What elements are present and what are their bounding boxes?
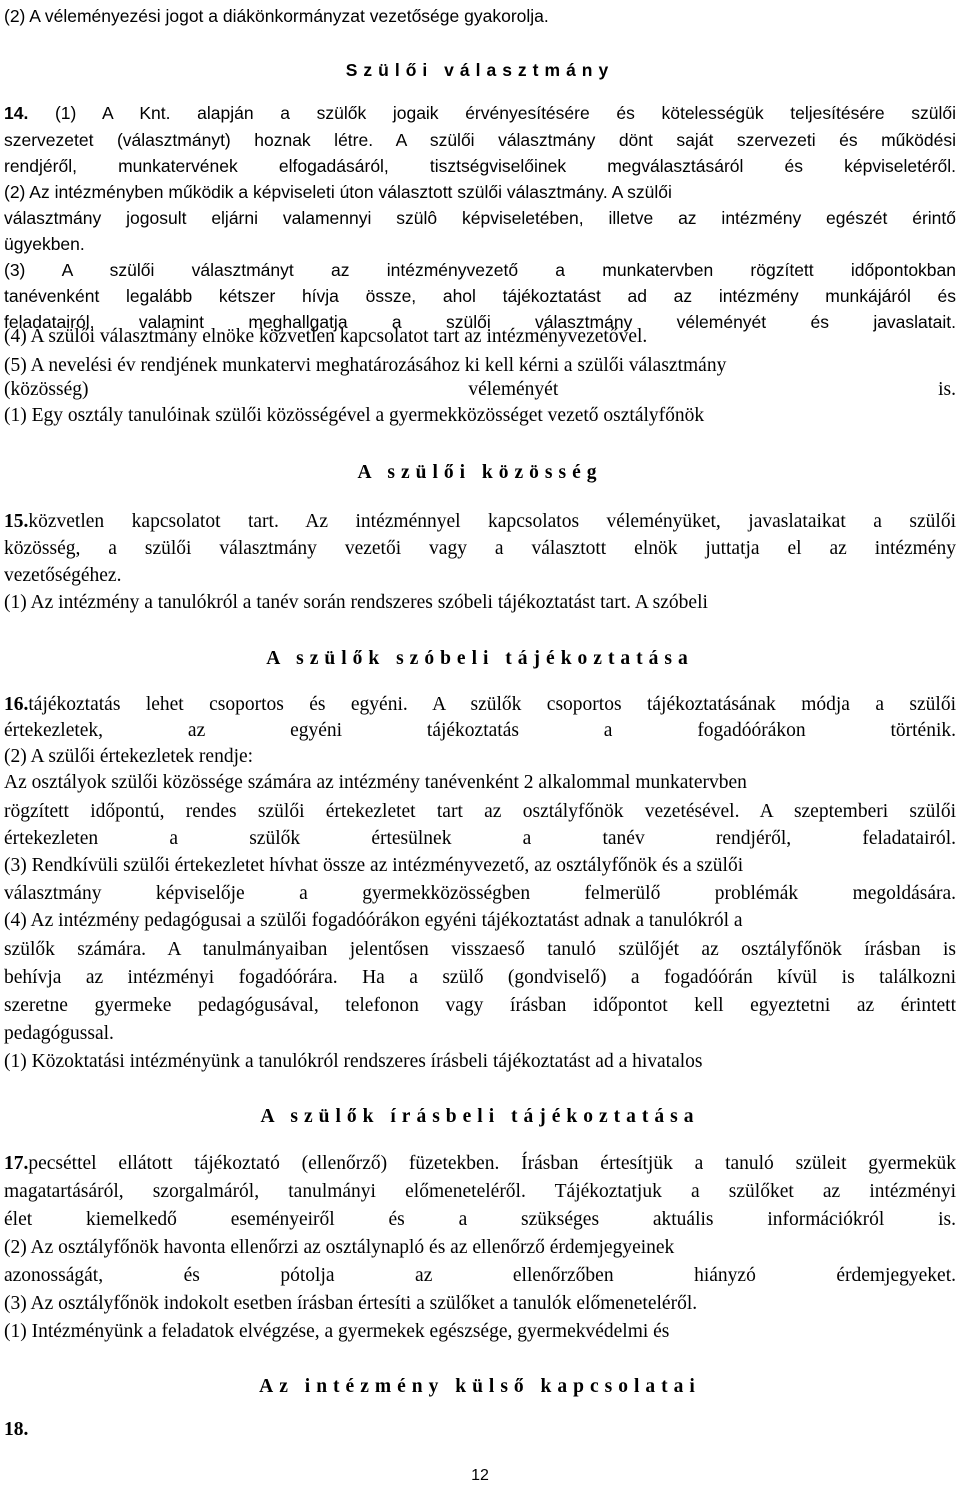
text-line: szervezetet (választmányt) hoznak létre. A szülői választmány dönt saját szervezeti és működési: [4, 130, 956, 150]
text-line: [4, 693, 956, 717]
section-heading-szuloi-valasztmany: Szülői választmány: [345, 60, 615, 80]
text-line: (2) Az intézményben működik a képviseleti úton választott szülői választmány. A szülői: [4, 182, 672, 202]
text-line: (1) Intézményünk a feladatok elvégzése, a gyermekek egészsége, gyermekvédelmi és: [4, 1321, 670, 1342]
text-line: vezetőségéhez.: [4, 565, 122, 586]
text-line: [4, 510, 956, 534]
text-line: (4) Az intézmény pedagógusai a szülői fogadóórákon egyéni tájékoztatást adnak a tanulókról a: [4, 910, 743, 931]
text-line: (4) A szülői választmány elnöke közvetlen kapcsolatot tart az intézményvezetővel.: [4, 326, 648, 347]
section-number: 15.: [4, 511, 29, 532]
page-number: 12: [471, 1467, 489, 1484]
section-first-line: pecséttel ellátott tájékoztató (ellenőrző) füzetekben. Írásban értesítjük a tanuló szüleit gyermekük: [28, 1153, 956, 1174]
text-line: (1) Közoktatási intézményünk a tanulókról rendszeres írásbeli tájékoztatást ad a hivatalos: [4, 1051, 703, 1072]
section-heading-szobeli-tajekoztatas: A szülők szóbeli tájékoztatása: [266, 648, 694, 669]
text-line: feladatairól, valamint meghallgatja a szülői választmány véleményét és javaslatait.: [4, 312, 956, 332]
text-line: ügyekben.: [4, 234, 85, 254]
text-line: [4, 1418, 956, 1442]
text-line: választmány képviselője a gyermekközösségben felmerülő problémák megoldására.: [4, 883, 956, 904]
text-line: (közösség) véleményét is.: [4, 379, 956, 400]
section-number: 18.: [4, 1419, 29, 1440]
text-line: (3) Az osztályfőnök indokolt esetben írásban értesíti a szülőket a tanulók előmeneteléről.: [4, 1293, 698, 1314]
section-first-line: (1) A Knt. alapján a szülők jogaik érvényesítésére és kötelességük teljesítésére szülői: [28, 103, 956, 123]
text-line: tanévenként legalább kétszer hívja össze, ahol tájékoztatást ad az intézmény munkájáról és: [4, 286, 956, 306]
text-line: [4, 1152, 956, 1176]
text-line: azonosságát, és pótolja az ellenőrzőben hiányzó érdemjegyeket.: [4, 1265, 956, 1286]
text-line: rögzített időpontú, rendes szülői értekezletet tart az osztályfőnök vezetésével. A szeptemberi szülői: [4, 801, 956, 822]
text-line: rendjéről, munkatervének elfogadásáról, tisztségviselőinek megválasztásáról és képviseletéről.: [4, 156, 956, 176]
text-line: (2) Az osztályfőnök havonta ellenőrzi az osztálynapló és az ellenőrző érdemjegyeinek: [4, 1237, 675, 1258]
section-heading-irasbeli-tajekoztatas: A szülők írásbeli tájékoztatása: [260, 1106, 700, 1127]
text-line: Az osztályok szülői közössége számára az intézmény tanévenként 2 alkalommal munkatervben: [4, 772, 747, 793]
text-line: (3) A szülői választmányt az intézményvezető a munkatervben rögzített időpontokban: [4, 260, 956, 280]
section-number: 17.: [4, 1153, 29, 1174]
section-first-line: tájékoztatás lehet csoportos és egyéni. A szülők csoportos tájékoztatásának módja a szülői: [28, 694, 956, 715]
section-first-line: közvetlen kapcsolatot tart. Az intézménnyel kapcsolatos véleményüket, javaslataikat a szülői: [28, 511, 956, 532]
text-line: értekezleten a szülők értesülnek a tanév rendjéről, feladatairól.: [4, 828, 956, 849]
text-line: (5) A nevelési év rendjének munkatervi meghatározásához ki kell kérni a szülői választmány: [4, 355, 727, 376]
text-line: (1) Egy osztály tanulóinak szülői közösségével a gyermekközösséget vezető osztályfőnök: [4, 405, 705, 426]
text-line: (2) A szülői értekezletek rendje:: [4, 746, 254, 767]
text-line: közösség, a szülői választmány vezetői vagy a választott elnök juttatja el az intézmény: [4, 538, 956, 559]
section-heading-kulso-kapcsolatok: Az intézmény külső kapcsolatai: [259, 1376, 701, 1397]
text-line: (1) Az intézmény a tanulókról a tanév során rendszeres szóbeli tájékoztatást tart. A szóbeli: [4, 592, 708, 613]
text-line: választmány jogosult eljárni valamennyi szülô képviseletében, illetve az intézmény egészét érintő: [4, 208, 956, 228]
text-line: szülők számára. A tanulmányaiban jelentősen visszaeső tanuló szülőjét az osztályfőnök írásban is: [4, 939, 956, 960]
text-line: (3) Rendkívüli szülői értekezletet hívhat össze az intézményvezető, az osztályfőnök és a szülői: [4, 855, 744, 876]
section-heading-szuloi-kozosseg: A szülői közösség: [357, 462, 603, 483]
text-line: [4, 101, 956, 125]
text-line: magatartásáról, szorgalmáról, tanulmányi előmeneteléről. Tájékoztatjuk a szülőket az intézményi: [4, 1181, 956, 1202]
text-line: értekezletek, az egyéni tájékoztatás a fogadóórákon történik.: [4, 720, 956, 741]
section-number: 16.: [4, 694, 29, 715]
text-line: szeretne gyermeke pedagógusával, telefonon vagy írásban időpontot kell egyeztetni az érintett: [4, 995, 956, 1016]
text-line: pedagógussal.: [4, 1023, 114, 1044]
text-line: behívja az intézményi fogadóórára. Ha a szülő (gondviselő) a fogadóórán kívül is találkozni: [4, 967, 956, 988]
text-line: élet kiemelkedő eseményeiről és a szükséges aktuális információkról is.: [4, 1209, 956, 1230]
section-number: 14.: [4, 103, 29, 123]
text-line: (2) A véleményezési jogot a diákönkormányzat vezetősége gyakorolja.: [4, 6, 549, 26]
